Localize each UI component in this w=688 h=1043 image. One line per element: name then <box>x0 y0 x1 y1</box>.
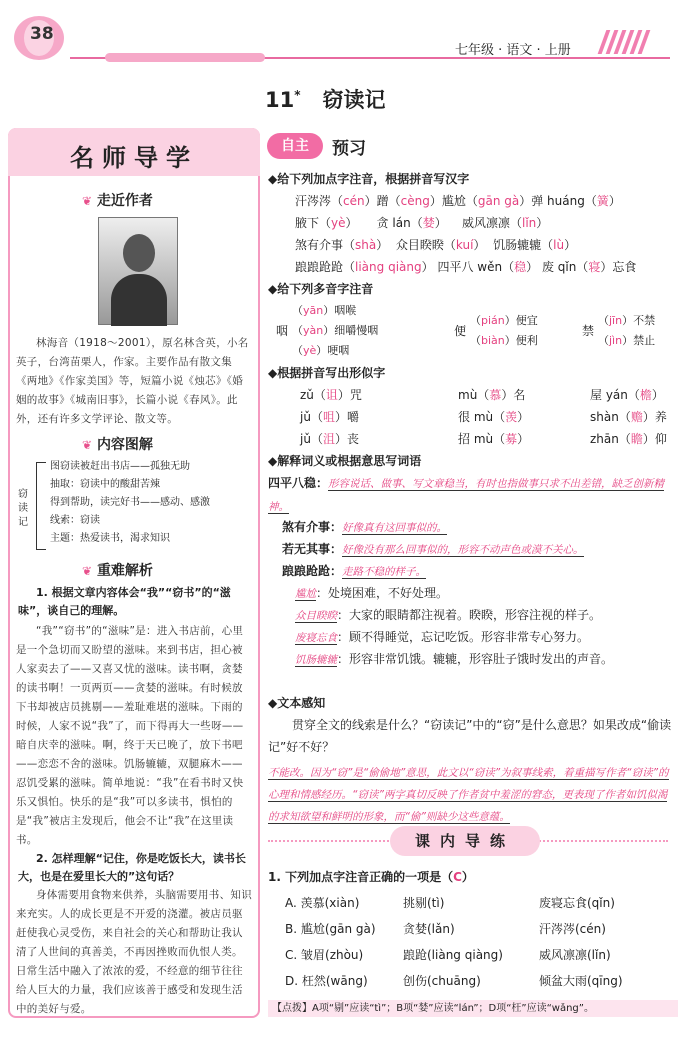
poly-char: 便 <box>454 324 467 338</box>
mcq-option[interactable]: B. 尴尬(gān gà) 贪婪(lǎn) 汗涔涔(cén) <box>285 922 606 936</box>
s1-row: 踉踉跄跄（liàng qiàng） 四平八 wěn（稳） 废 qǐn（寝）忘食 <box>295 260 637 274</box>
self-study-badge: 自主 <box>267 133 323 159</box>
s1-title: ◆给下列加点字注音，根据拼音写汉字 <box>268 172 470 186</box>
mindmap-item: 线索：窃读 <box>50 515 100 526</box>
s1-row: 腋下（yè） 贪 lán（婪） 威风凛凛（lǐn） <box>295 216 549 230</box>
grade-label: 七年级 · 语文 · 上册 <box>455 43 571 58</box>
decor-stripes <box>600 30 660 54</box>
poly-reading: （yān）咽喉 <box>292 304 357 317</box>
author-bio: 林海音（1918～2001），原名林含英，小名英子，台湾苗栗人，作家。主要作品有散文集《两地》《作家美国》等，短篇小说《烛芯》《婚姻的故事》《城南旧事》，长篇小说《春风》。此外，还有许多文学评论、散文等。 <box>16 337 249 425</box>
similar-char: zǔ（诅）咒 <box>300 388 362 402</box>
s4-title: ◆解释词义或根据意思写词语 <box>268 454 422 468</box>
banner: 名师导学 <box>8 128 260 176</box>
s5-title: ◆文本感知 <box>268 696 326 710</box>
preview-title: 预习 <box>332 139 366 159</box>
mindmap-root: 窃读记 <box>18 489 28 528</box>
similar-char: zhān（瞻）仰 <box>590 432 667 446</box>
answer-1: “我”“窃书”的“滋味”是：进入书店前，心里是一个急切而又盼望的滋味。来到书店，担心被人家卖去了——又喜又忧的滋味。读书啊，贪婪的读书啊！一页两页——贪婪的滋味。有时候放下书却被店员挑剔——羞耻难堪的滋味。下雨的时候，人家不说“我”了，而下得再大一些呀——暗自庆幸的滋味。啊，终于天已晚了，放下书吧——恋恋不舍的滋味。饥肠辘辘，双腿麻木——忍饥受累的滋味。简单地说：“我”在看书时又快乐又惧怕。快乐的是“我”可以多读书，惧怕的是“我”被店主发现后，他会不让“我”在这里读书。 <box>16 625 244 846</box>
question-1: 1. 根据文章内容体会“我”“窃书”的“滋味”，谈自己的理解。 <box>18 586 231 617</box>
similar-char: jǔ（沮）丧 <box>300 432 359 446</box>
s1-row: 汗涔涔（cén）蹭（cèng）尴尬（gān gà）弹 huáng（簧） <box>295 194 621 208</box>
s2-title: ◆给下列多音字注音 <box>268 282 374 296</box>
poly-char: 禁 <box>582 324 595 338</box>
poly-reading: （jīn）不禁 <box>598 314 656 327</box>
poly-reading: （biàn）便利 <box>470 334 538 347</box>
definition: 若无其事：好像没有那么回事似的，形容不动声色或漠不关心。 <box>282 542 584 556</box>
definition: 踉踉跄跄：走路不稳的样子。 <box>282 564 427 578</box>
hint-box: 【点拨】A项“剔”应读“tì”；B项“婪”应读“lán”；D项“枉”应读“wǎng”。 <box>268 1000 678 1017</box>
poly-reading: （yàn）细嚼慢咽 <box>292 324 379 337</box>
lesson-title: 11* 窃读记 <box>265 88 386 112</box>
mindmap-brace <box>36 462 46 550</box>
mindmap-item: 抽取：窃读中的酸甜苦辣 <box>50 479 160 490</box>
mcq-stem: 1. 下列加点字注音正确的一项是（C） <box>268 870 474 884</box>
answer-2: 身体需要用食物来供养，头脑需要用书、知识来充实。人的成长更是不开爱的浇灌。被店员驱赶使我心灵受伤，来自社会的关心和帮助让我认清了人世间的真善美，不再因挫败而仇恨人类。日常生活中融入了浓浓的爱，不经意的细节往往给人巨大的力量，我们应该善于感受和发现生活中的美好与爱。 <box>16 889 252 1015</box>
s5-question: 贯穿全文的线索是什么？“窃读记”中的“窃”是什么意思？如果改成“偷读记”好不好？ <box>268 718 672 754</box>
question-2: 2. 怎样理解“记住，你是吃饭长大，读书长大，也是在爱里长大的”这句话？ <box>18 852 246 883</box>
similar-char: mù（慕）名 <box>458 388 526 402</box>
s5-answer: 不能改。因为“窃”是“偷偷地”意思，此文以“窃读”为叙事线索，着重描写作者“窃读”的心理和情感经历。“窃读”两字真切反映了作者贫中羞涩的窘态，更表现了作者如饥似渴的求知欲望和鲜明的形象，而“偷”则缺少这些意蕴。 <box>268 767 669 823</box>
similar-char: jǔ（咀）嚼 <box>300 410 359 424</box>
similar-char: shàn（赡）养 <box>590 410 667 424</box>
page-number: 38 <box>30 24 54 44</box>
similar-char: 屋 yán（檐） <box>590 388 664 402</box>
poly-reading: （pián）便宜 <box>470 314 538 327</box>
analysis-section-title: ❦ 重难解析 <box>82 563 153 579</box>
poly-reading: （yè）哽咽 <box>292 344 350 357</box>
definition: 四平八稳：形容说话、做事、写文章稳当，有时也指做事只求不出差错，缺乏创新精神。 <box>268 476 665 513</box>
similar-char: 招 mù（募） <box>458 432 530 446</box>
page-header <box>0 0 688 72</box>
similar-char: 很 mù（羡） <box>458 410 530 424</box>
reverse-def: 饥肠辘辘：形容非常饥饿。辘辘，形容肚子饿时发出的声音。 <box>295 652 614 666</box>
author-section-title: ❦ 走近作者 <box>82 193 153 209</box>
mcq-option[interactable]: D. 枉然(wāng) 创伤(chuāng) 倾盆大雨(qīng) <box>285 974 623 988</box>
practice-banner: 课内导练 <box>390 826 540 856</box>
reverse-def: 废寝忘食：顾不得睡觉，忘记吃饭。形容非常专心努力。 <box>295 630 590 644</box>
poly-reading: （jìn）禁止 <box>598 334 656 347</box>
mcq-option[interactable]: C. 皱眉(zhòu) 踉跄(liàng qiàng) 威风凛凛(lǐn) <box>285 948 611 962</box>
author-photo <box>98 217 178 325</box>
s3-title: ◆根据拼音写出形似字 <box>268 366 386 380</box>
content-section-title: ❦ 内容图解 <box>82 437 153 453</box>
reverse-def: 众目睽睽：大家的眼睛都注视着。睽睽，形容注视的样子。 <box>295 608 602 622</box>
s1-row: 煞有介事（shà） 众目睽睽（kuí） 饥肠辘辘（lù） <box>295 238 577 252</box>
mindmap-item: 图窃读被赶出书店——孤独无助 <box>50 461 190 472</box>
reverse-def: 尴尬：处境困难，不好处理。 <box>295 586 449 600</box>
mcq-option[interactable]: A. 羡慕(xiàn) 挑剔(tì) 废寝忘食(qǐn) <box>285 896 615 910</box>
definition: 煞有介事：好像真有这回事似的。 <box>282 520 448 534</box>
mindmap-item: 主题：热爱读书，渴求知识 <box>50 533 170 544</box>
mindmap-item: 得到帮助，读完好书——感动、感激 <box>50 497 210 508</box>
poly-char: 咽 <box>276 324 289 338</box>
